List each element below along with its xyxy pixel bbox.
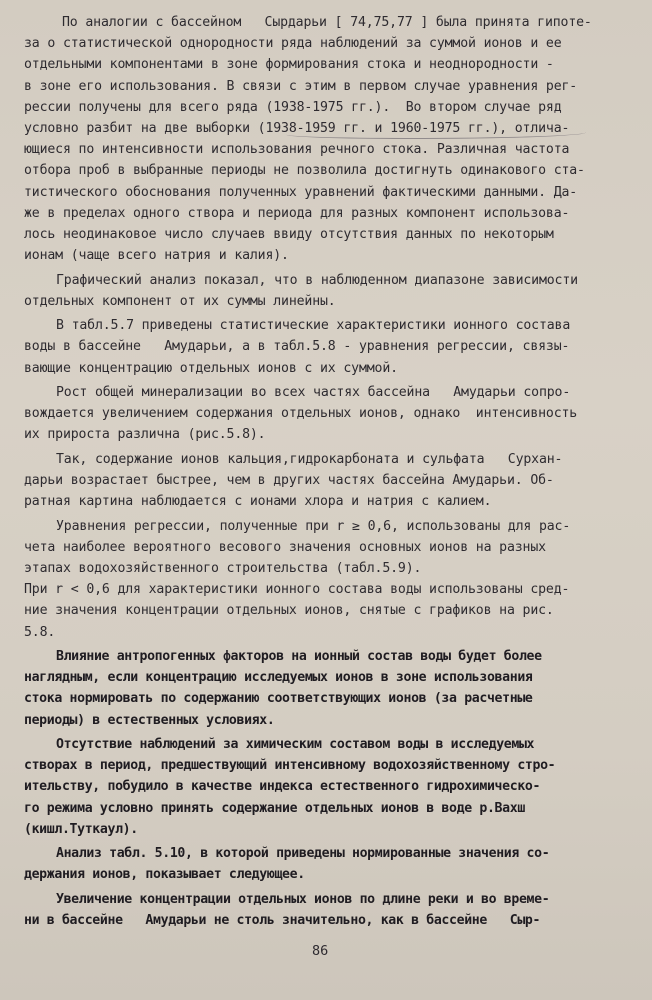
- text-line: стока нормировать по содержанию соответствующих ионов (за расчетные: [24, 691, 533, 707]
- text-line: вающие концентрацию отдельных ионов с их суммой.: [24, 360, 398, 376]
- text-line: периоды) в естественных условиях.: [24, 712, 275, 728]
- text-line: Увеличение концентрации отдельных ионов по длине реки и во време-: [56, 891, 550, 907]
- text-line: Влияние антропогенных факторов на ионный состав воды будет более: [56, 649, 542, 664]
- text-line: чета наиболее вероятного весового значения основных ионов на разных: [24, 539, 546, 555]
- text-line: ние значения концентрации отдельных ионов, снятые с графиков на рис.: [24, 603, 554, 619]
- text-line: Графический анализ показал, что в наблюденном диапазоне зависимости: [56, 272, 578, 288]
- text-line: Так, содержание ионов кальция,гидрокарбоната и сульфата Сурхан-: [56, 451, 563, 467]
- text-line: ни в бассейне Амударьи не столь значительно, как в бассейне Сыр-: [24, 913, 541, 928]
- text-line: (кишл.Туткаул).: [24, 821, 138, 837]
- text-line: Отсутствие наблюдений за химическим составом воды в исследуемых: [56, 737, 535, 752]
- text-line: в зоне его использования. В связи с этим в первом случае уравнения рег-: [24, 78, 578, 94]
- text-line: отбора проб в выбранные периоды не позволила достигнуть одинакового ста-: [24, 163, 585, 179]
- text-line: наглядным, если концентрацию исследуемых ионов в зоне использования: [24, 670, 533, 686]
- page-number: 86: [312, 943, 329, 960]
- text-line: Рост общей минерализации во всех частях бассейна Амударьи сопро-: [56, 385, 571, 400]
- text-line: лось неодинаковое число случаев ввиду отсутствия данных по некоторым: [24, 227, 554, 242]
- text-line: ительству, побудило в качестве индекса естественного гидрохимическо-: [24, 779, 541, 795]
- text-line: дарьи возрастает быстрее, чем в других частях бассейна Амударьи. Об-: [24, 473, 554, 488]
- text-line: Анализ табл. 5.10, в которой приведены нормированные значения со-: [56, 846, 550, 862]
- text-line: воды в бассейне Амударьи, а в табл.5.8 - уравнения регрессии, связы-: [24, 339, 570, 355]
- text-line: го режима условно принять содержание отдельных ионов в воде р.Вахш: [24, 800, 525, 816]
- text-line: ионам (чаще всего натрия и калия).: [24, 248, 289, 264]
- text-line: условно разбит на две выборки (1938-1959 гг. и 1960-1975 гг.), отлича-: [24, 121, 570, 136]
- text-line: за о статистической однородности ряда наблюдений за суммой ионов и ее: [24, 36, 562, 52]
- text-line: отдельными компонентами в зоне формирования стока и неоднородности -: [24, 57, 554, 73]
- text-line: В табл.5.7 приведены статистические характеристики ионного состава: [56, 318, 571, 334]
- text-line: створах в период, предшествующий интенсивному водохозяйственному стро-: [24, 758, 556, 774]
- text-line: По аналогии с бассейном Сырдарьи [ 74,75,77 ] была принята гипоте-: [62, 15, 592, 30]
- text-line: отдельных компонент от их суммы линейны.: [24, 293, 336, 309]
- text-line: их прироста различна (рис.5.8).: [24, 427, 266, 443]
- text-line: рессии получены для всего ряда (1938-1975 гг.). Во втором случае ряд: [24, 99, 562, 115]
- text-line: этапах водохозяйственного строительства (табл.5.9).: [24, 561, 422, 576]
- text-line: же в пределах одного створа и периода для разных компонент использова-: [24, 205, 570, 221]
- text-line: вождается увеличением содержания отдельных ионов, однако интенсивность: [24, 406, 578, 422]
- text-line: ратная картина наблюдается с ионами хлора и натрия с калием.: [24, 494, 492, 510]
- text-line: При r < 0,6 для характеристики ионного состава воды использованы сред-: [24, 582, 570, 598]
- text-line: 5.8.: [24, 624, 56, 640]
- text-line: Уравнения регрессии, полученные при r ≥ 0,6, использованы для рас-: [56, 518, 571, 534]
- text-line: держания ионов, показывает следующее.: [24, 867, 305, 883]
- text-line: тистического обоснования полученных уравнений фактическими данными. Да-: [24, 184, 578, 200]
- text-line: ющиеся по интенсивности использования речного стока. Различная частота: [24, 142, 570, 158]
